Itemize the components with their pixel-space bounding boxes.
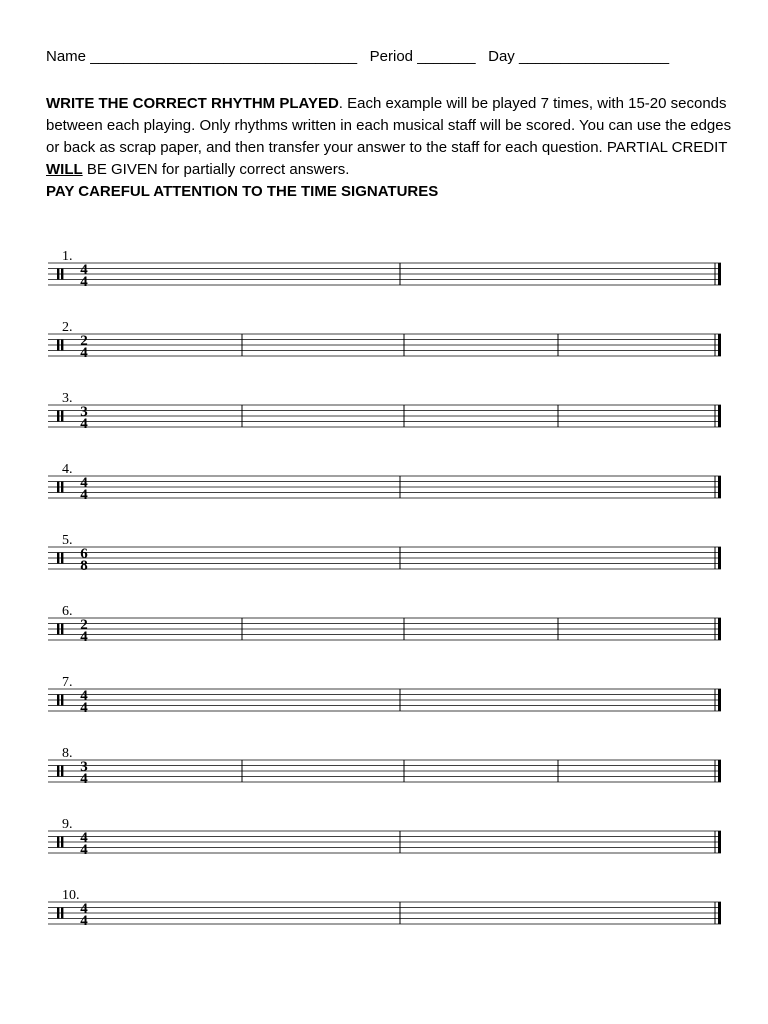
staff-lines (48, 818, 723, 858)
staff-lines (48, 392, 723, 432)
time-signature-top: 6 (80, 546, 88, 562)
time-signature-top: 4 (80, 262, 88, 278)
percussion-clef-icon (57, 766, 59, 777)
name-label: Name (46, 48, 87, 65)
time-signature-bottom: 4 (80, 416, 88, 432)
staff-lines (48, 250, 723, 290)
time-signature-top: 4 (80, 830, 88, 846)
period-label: Period (369, 48, 414, 65)
time-signature-top: 3 (80, 404, 88, 420)
question-number: 9. (62, 817, 73, 832)
student-info-line (46, 47, 726, 67)
percussion-clef-icon (61, 624, 63, 635)
instructions (46, 93, 736, 203)
staff-lines (48, 676, 723, 716)
final-barline-thick (718, 902, 721, 924)
staff-6[interactable] (48, 605, 723, 645)
time-signature-bottom: 4 (80, 700, 88, 716)
percussion-clef-icon (57, 553, 59, 564)
staff-lines (48, 889, 723, 929)
time-signature-top: 4 (80, 688, 88, 704)
instructions-text-end: BE GIVEN for partially correct answers. (82, 161, 350, 178)
final-barline-thick (718, 405, 721, 427)
final-barline-thick (718, 831, 721, 853)
question-number: 1. (62, 249, 73, 264)
time-signature-bottom: 4 (80, 913, 88, 929)
percussion-clef-icon (61, 340, 63, 351)
staff-3[interactable] (48, 392, 723, 432)
percussion-clef-icon (57, 411, 59, 422)
percussion-clef-icon (61, 908, 63, 919)
percussion-clef-icon (57, 837, 59, 848)
percussion-clef-icon (57, 908, 59, 919)
question-number: 2. (62, 320, 73, 335)
time-signature-bottom: 8 (80, 558, 88, 574)
final-barline-thick (718, 689, 721, 711)
instructions-text: . Each example will be played 7 times, with 15-20 seconds between each playing. Only rhythms written in each musical staff will be scored. You can use the edges or back as scrap paper, and then transfer your answer to the staff for each question. PARTIAL CREDIT (46, 95, 732, 156)
time-signature-bottom: 4 (80, 629, 88, 645)
time-signature-bottom: 4 (80, 274, 88, 290)
time-signature-bottom: 4 (80, 842, 88, 858)
staff-10[interactable] (48, 889, 723, 929)
time-signature-top: 4 (80, 901, 88, 917)
percussion-clef-icon (61, 482, 63, 493)
time-signature-bottom: 4 (80, 487, 88, 503)
staff-1[interactable] (48, 250, 723, 290)
staff-lines (48, 321, 723, 361)
staff-lines (48, 534, 723, 574)
staff-4[interactable] (48, 463, 723, 503)
staff-8[interactable] (48, 747, 723, 787)
question-number: 7. (62, 675, 73, 690)
time-signature-top: 3 (80, 759, 88, 775)
time-signature-top: 2 (80, 617, 88, 633)
period-field[interactable]: _______ (417, 48, 476, 65)
time-signature-top: 2 (80, 333, 88, 349)
staff-7[interactable] (48, 676, 723, 716)
final-barline-thick (718, 476, 721, 498)
staff-9[interactable] (48, 818, 723, 858)
question-number: 4. (62, 462, 73, 477)
final-barline-thick (718, 263, 721, 285)
question-number: 10. (62, 888, 80, 903)
staff-5[interactable] (48, 534, 723, 574)
time-signature-bottom: 4 (80, 345, 88, 361)
attention-note: PAY CAREFUL ATTENTION TO THE TIME SIGNATURES (46, 183, 439, 200)
name-field[interactable]: ________________________________ (90, 48, 358, 65)
final-barline-thick (718, 760, 721, 782)
question-number: 8. (62, 746, 73, 761)
percussion-clef-icon (57, 624, 59, 635)
percussion-clef-icon (57, 482, 59, 493)
percussion-clef-icon (61, 766, 63, 777)
instructions-heading: WRITE THE CORRECT RHYTHM PLAYED (46, 95, 339, 112)
will-emphasis: WILL (46, 161, 83, 178)
question-number: 3. (62, 391, 73, 406)
percussion-clef-icon (57, 340, 59, 351)
instructions-paragraph (46, 93, 736, 181)
staff-2[interactable] (48, 321, 723, 361)
percussion-clef-icon (61, 837, 63, 848)
percussion-clef-icon (57, 269, 59, 280)
day-label: Day (488, 48, 515, 65)
final-barline-thick (718, 618, 721, 640)
question-number: 6. (62, 604, 73, 619)
time-signature-bottom: 4 (80, 771, 88, 787)
percussion-clef-icon (57, 695, 59, 706)
final-barline-thick (718, 547, 721, 569)
percussion-clef-icon (61, 269, 63, 280)
percussion-clef-icon (61, 411, 63, 422)
day-field[interactable]: __________________ (518, 48, 670, 65)
time-signature-top: 4 (80, 475, 88, 491)
percussion-clef-icon (61, 553, 63, 564)
staff-lines (48, 463, 723, 503)
question-number: 5. (62, 533, 73, 548)
final-barline-thick (718, 334, 721, 356)
staff-lines (48, 605, 723, 645)
staff-lines (48, 747, 723, 787)
percussion-clef-icon (61, 695, 63, 706)
